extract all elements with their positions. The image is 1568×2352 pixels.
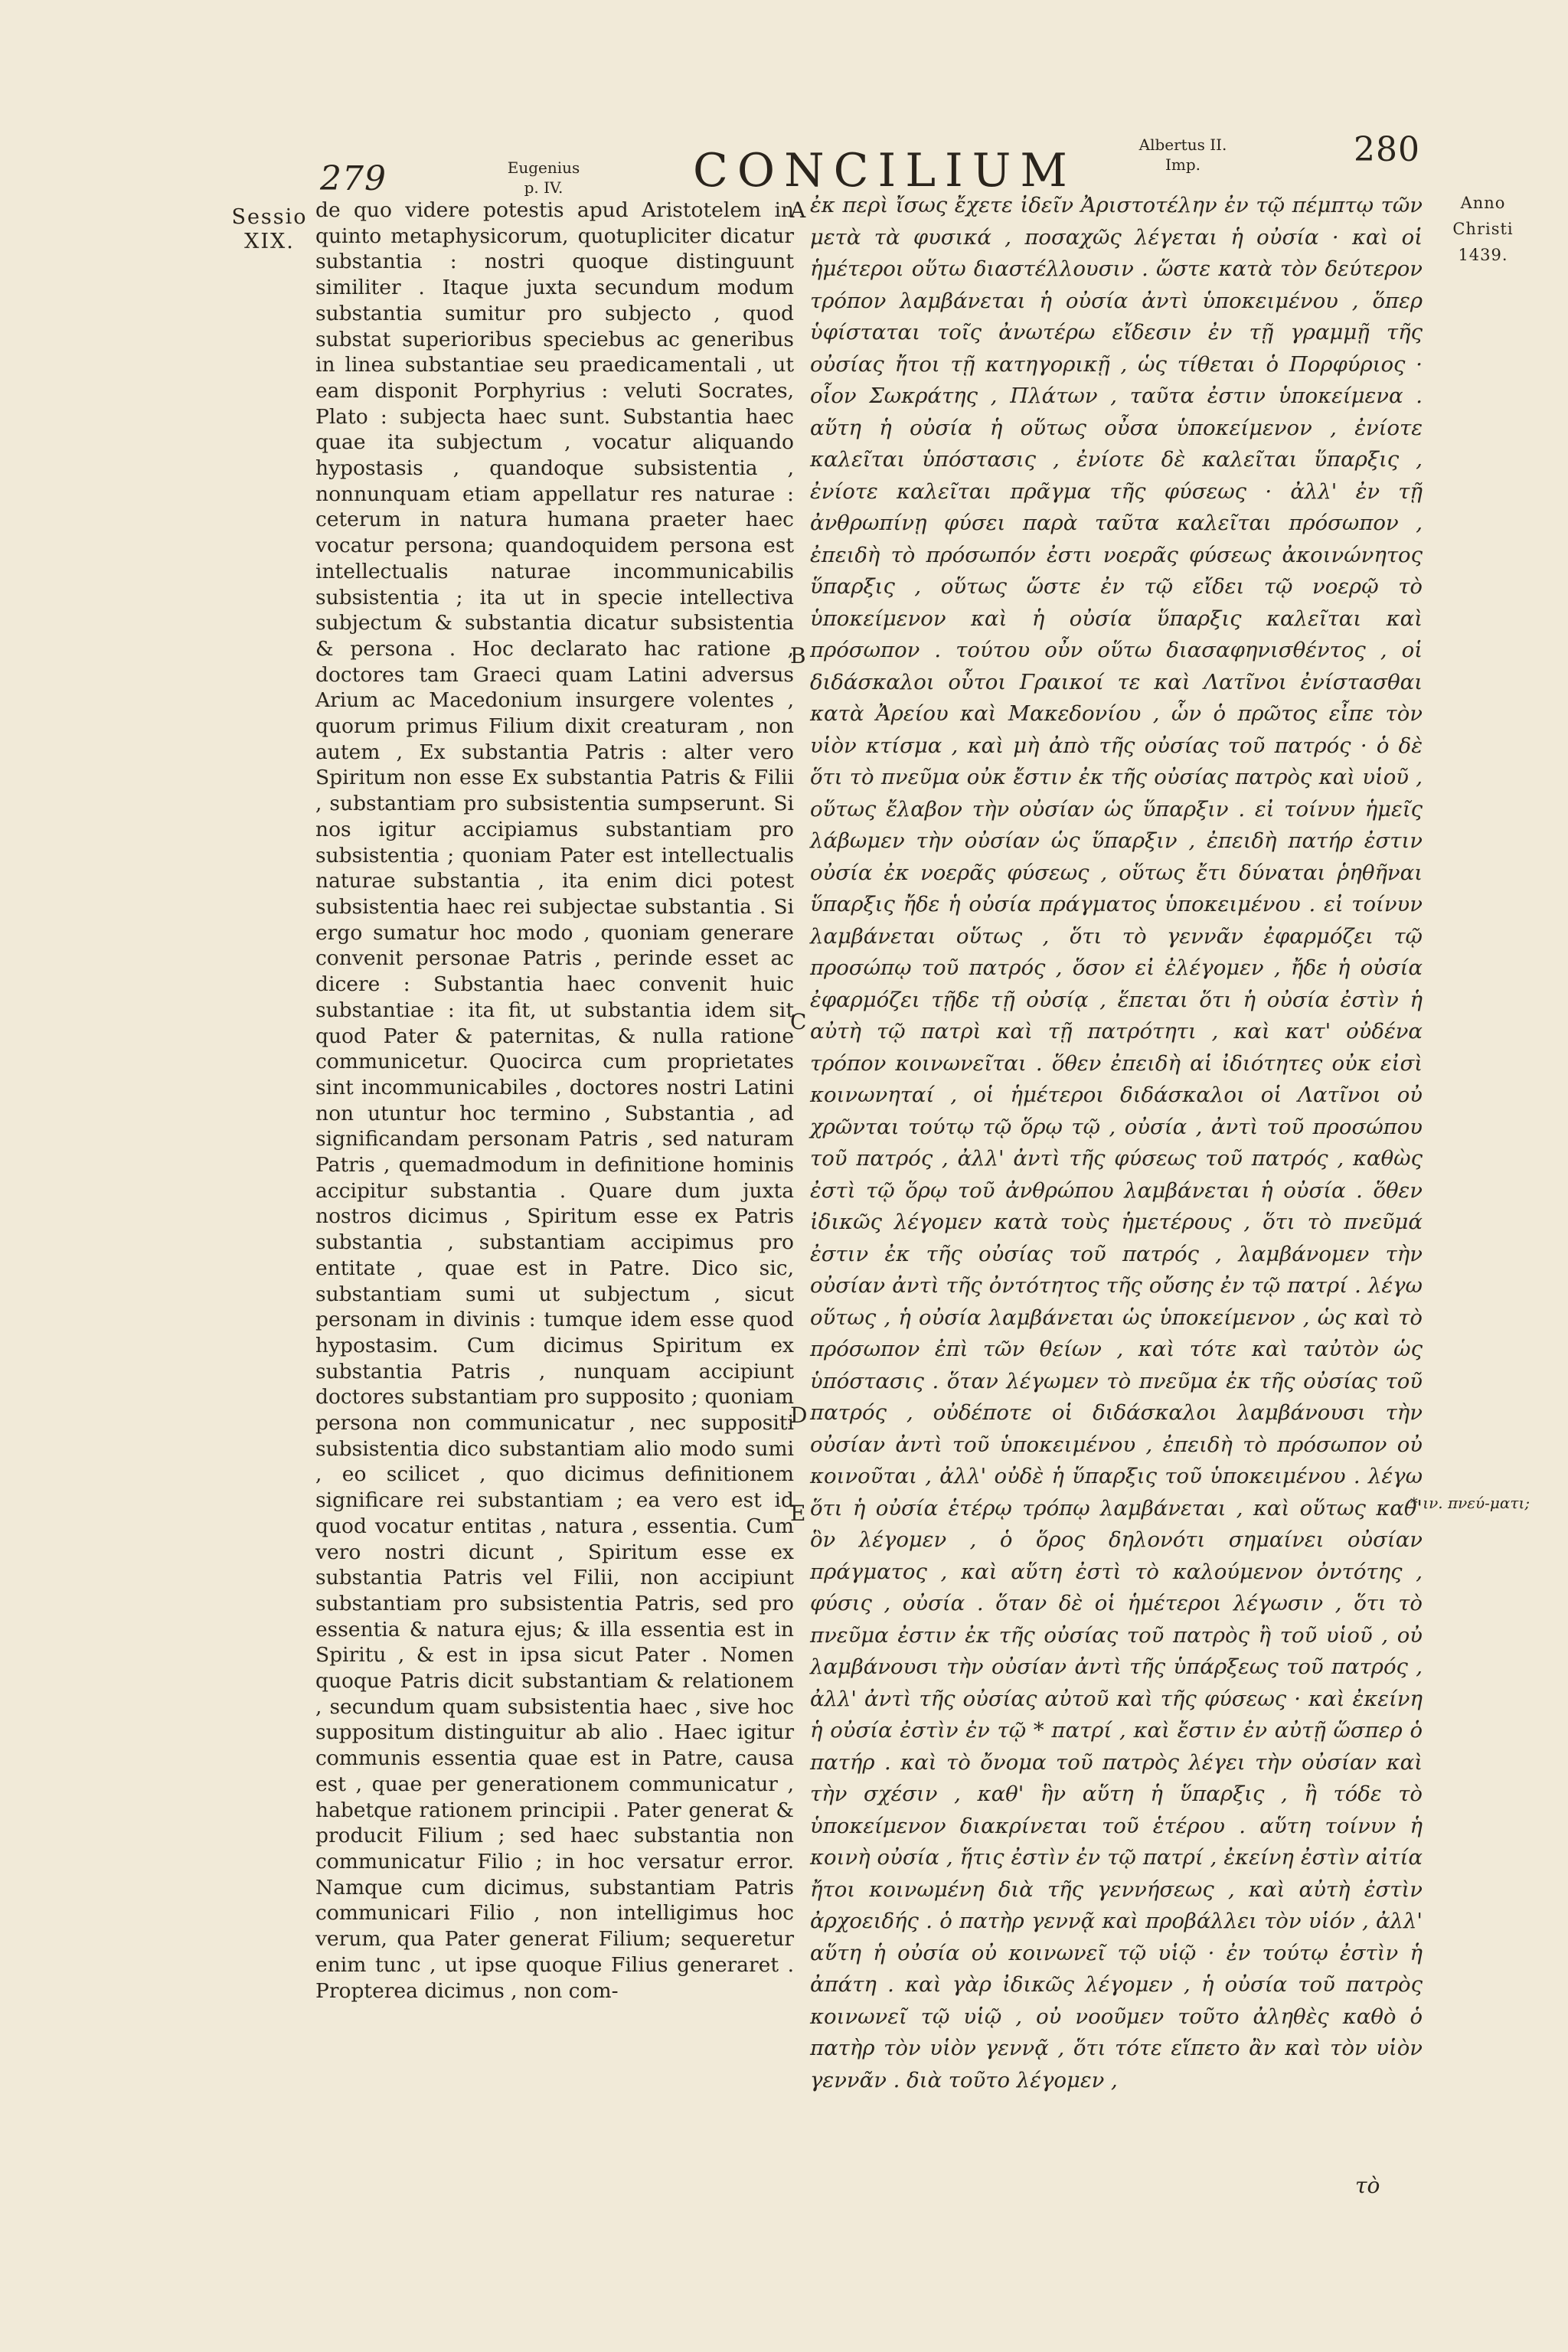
running-head-right-note — [1106, 135, 1259, 175]
variant-reading-note: * ιν. πνεύ-ματι; — [1410, 1494, 1530, 1512]
christi-label: Christi — [1452, 220, 1514, 238]
page-number-right: 280 — [1354, 130, 1420, 169]
section-letter-d: D — [790, 1403, 808, 1428]
section-letter-e: E — [790, 1501, 806, 1526]
catchword: τὸ — [1355, 2173, 1380, 2198]
running-head-left-note — [459, 158, 628, 198]
session-label: Sessio — [231, 205, 308, 229]
session-marker — [216, 205, 323, 254]
section-letter-b: B — [790, 643, 806, 668]
section-letter-a: A — [790, 198, 806, 223]
pope-label: p. IV. — [524, 178, 564, 197]
section-letter-c: C — [790, 1009, 807, 1034]
emperor-label: Imp. — [1165, 155, 1201, 174]
latin-text: de quo videre potestis apud Aristotelem in quinto metaphysicorum, quotupliciter dicatur substantia : nostri quoque distinguunt similiter . Itaque juxta secundum modum substantia sumitur pro subjecto , quod substat superioribus speciebus ac generibus in linea substantiae seu praedicamentali , ut eam disponit Porphyrius : veluti Socrates, Plato : subjecta haec sunt. Substantia haec quae ita subjectum , vocatur aliquando hypostasis , quandoque subsistentia , nonnunquam etiam appellatur res naturae : ceterum in natura humana praeter haec vocatur persona; quandoquidem persona est intellectualis naturae incommunicabilis subsistentia ; ita ut in specie intellectiva subjectum & substantia dicatur subsistentia & persona . Hoc declarato hac ratione , doctores tam Graeci quam Latini adversus Arium ac Macedonium insurgere volentes , quorum primus Filium dixit creaturam , non autem , Ex substantia Patris : alter vero Spiritum non esse Ex substantia Patris & Filii , substantiam pro subsistentia sumpserunt. Si nos igitur accipiamus substantiam pro subsistentia ; quoniam Pater est intellectualis naturae substantia , ita enim dici potest subsistentia haec rei subjectae substantia . Si ergo sumatur hoc modo , quoniam generare convenit personae Patris , perinde esset ac dicere : Substantia haec convenit huic substantiae : ita fit, ut substantia idem sit quod Pater & paternitas, & nulla ratione communicetur. Quocirca cum proprietates sint incommunicabiles , doctores nostri Latini non utuntur hoc termino , Substantia , ad significandam personam Patris , sed naturam Patris , quemadmodum in definitione hominis accipitur substantia . Quare dum juxta nostros dicimus , Spiritum esse ex Patris substantia , substantiam accipimus pro entitate , quae est in Patre. Dico sic, substantiam sumi ut subjectum , sicut personam in divinis : tumque idem esse quod hypostasim. Cum dicimus Spiritum ex substantia Patris , nunquam accipiunt doctores substantiam pro supposito ; quoniam persona non communicatur , nec suppositi subsistentia dico substantiam alio modo sumi , eo scilicet , quo dicimus definitionem significare rei substantiam ; ea vero est id quod vocatur entitas , natura , essentia. Cum vero nostri dicunt , Spiritum esse ex substantia Patris vel Filii, non accipiunt substantiam pro subsistentia Patris, sed pro essentia & natura ejus; & illa essentia est in Spiritu , & est in ipsa sicut Pater . Nomen quoque Patris dicit substantiam & relationem , secundum quam subsistentia haec , sive hoc suppositum distinguitur ab alio . Haec igitur communis essentia quae est in Patre, causa est , quae per generationem communicatur , habetque rationem principii . Pater generat & producit Filium ; sed haec substantia non communicatur Filio ; in hoc versatur error. Namque cum dicimus, substantiam Patris communicari Filio , non intelligimus hoc verum, qua Pater generat Filium; sequeretur enim tunc , ut ipse quoque Filius generaret . Propterea dicimus , non com- — [315, 198, 794, 2003]
pope-name: Eugenius — [507, 158, 580, 177]
greek-column — [810, 190, 1423, 2096]
page-number-left: 279 — [320, 159, 387, 198]
session-number: XIX. — [244, 230, 295, 253]
latin-column — [315, 198, 794, 2004]
greek-text: ἐκ περὶ ἴσως ἔχετε ἰδεῖν Ἀριστοτέλην ἐν τῷ πέμπτῳ τῶν μετὰ τὰ φυσικά , ποσαχῶς λέγεται ἡ οὐσία · καὶ οἱ ἡμέτεροι οὕτω διαστέλλουσιν . ὥστε κατὰ τὸν δεύτερον τρόπον λαμβάνεται ἡ οὐσία ἀντὶ ὑποκειμένου , ὅπερ ὑφίσταται τοῖς ἀνωτέρω εἴδεσιν ἐν τῇ γραμμῇ τῆς οὐσίας ἤτοι τῇ κατηγορικῇ , ὡς τίθεται ὁ Πορφύριος · οἷον Σωκράτης , Πλάτων , ταῦτα ἐστιν ὑποκείμενα . αὕτη ἡ οὐσία ἡ οὕτως οὖσα ὑποκείμενον , ἐνίοτε καλεῖται ὑπόστασις , ἐνίοτε δὲ καλεῖται ὕπαρξις , ἐνίοτε καλεῖται πρᾶγμα τῆς φύσεως · ἀλλ' ἐν τῇ ἀνθρωπίνῃ φύσει παρὰ ταῦτα καλεῖται πρόσωπον , ἐπειδὴ τὸ πρόσωπόν ἐστι νοερᾶς φύσεως ἀκοινώνητος ὕπαρξις , οὕτως ὥστε ἐν τῷ εἴδει τῷ νοερῷ τὸ ὑποκείμενον καὶ ἡ οὐσία ὕπαρξις καλεῖται καὶ πρόσωπον . τούτου οὖν οὕτω διασαφηνισθέντος , οἱ διδάσκαλοι οὗτοι Γραικοί τε καὶ Λατῖνοι ἐνίστασθαι κατὰ Ἀρείου καὶ Μακεδονίου , ὧν ὁ πρῶτος εἶπε τὸν υἱὸν κτίσμα , καὶ μὴ ἀπὸ τῆς οὐσίας τοῦ πατρός · ὁ δὲ ὅτι τὸ πνεῦμα οὐκ ἔστιν ἐκ τῆς οὐσίας πατρὸς καὶ υἱοῦ , οὕτως ἔλαβον τὴν οὐσίαν ὡς ὕπαρξιν . εἰ τοίνυν ἡμεῖς λάβωμεν τὴν οὐσίαν ὡς ὕπαρξιν , ἐπειδὴ πατήρ ἐστιν οὐσία ἐκ νοερᾶς φύσεως , οὕτως ἔτι δύναται ῥηθῆναι ὕπαρξις ἤδε ἡ οὐσία πράγματος ὑποκειμένου . εἰ τοίνυν λαμβάνεται οὕτως , ὅτι τὸ γεννᾶν ἐφαρμόζει τῷ προσώπῳ τοῦ πατρός , ὅσον εἰ ἐλέγομεν , ἤδε ἡ οὐσία ἐφαρμόζει τῇδε τῇ οὐσίᾳ , ἕπεται ὅτι ἡ οὐσία ἐστὶν ἡ αὐτὴ τῷ πατρὶ καὶ τῇ πατρότητι , καὶ κατ' οὐδένα τρόπον κοινωνεῖται . ὅθεν ἐπειδὴ αἱ ἰδιότητες οὐκ εἰσὶ κοινωνηταί , οἱ ἡμέτεροι διδάσκαλοι οἱ Λατῖνοι οὐ χρῶνται τούτῳ τῷ ὅρῳ τῷ , οὐσία , ἀντὶ τοῦ προσώπου τοῦ πατρός , ἀλλ' ἀντὶ τῆς φύσεως τοῦ πατρός , καθὼς ἐστὶ τῷ ὅρῳ τοῦ ἀνθρώπου λαμβάνεται ἡ οὐσία . ὅθεν ἰδικῶς λέγομεν κατὰ τοὺς ἡμετέρους , ὅτι τὸ πνεῦμά ἐστιν ἐκ τῆς οὐσίας τοῦ πατρός , λαμβάνομεν τὴν οὐσίαν ἀντὶ τῆς ὀντότητος τῆς οὔσης ἐν τῷ πατρί . λέγω οὕτως , ἡ οὐσία λαμβάνεται ὡς ὑποκείμενον , ὡς καὶ τὸ πρόσωπον ἐπὶ τῶν θείων , καὶ τότε καὶ ταὐτὸν ὡς ὑπόστασις . ὅταν λέγωμεν τὸ πνεῦμα ἐκ τῆς οὐσίας τοῦ πατρός , οὐδέποτε οἱ διδάσκαλοι λαμβάνουσι τὴν οὐσίαν ἀντὶ τοῦ ὑποκειμένου , ἐπειδὴ τὸ πρόσωπον οὐ κοινοῦται , ἀλλ' οὐδὲ ἡ ὕπαρξις τοῦ ὑποκειμένου . λέγω ὅτι ἡ οὐσία ἑτέρῳ τρόπῳ λαμβάνεται , καὶ οὕτως καθ' ὃν λέγομεν , ὁ ὅρος δηλονότι σημαίνει οὐσίαν πράγματος , καὶ αὕτη ἐστὶ τὸ καλούμενον ὀντότης , φύσις , οὐσία . ὅταν δὲ οἱ ἡμέτεροι λέγωσιν , ὅτι τὸ πνεῦμα ἐστιν ἐκ τῆς οὐσίας τοῦ πατρὸς ἢ τοῦ υἱοῦ , οὐ λαμβάνουσι τὴν οὐσίαν ἀντὶ τῆς ὑπάρξεως τοῦ πατρός , ἀλλ' ἀντὶ τῆς οὐσίας αὐτοῦ καὶ τῆς φύσεως · καὶ ἐκείνη ἡ οὐσία ἐστὶν ἐν τῷ * πατρί , καὶ ἔστιν ἐν αὐτῇ ὥσπερ ὁ πατήρ . καὶ τὸ ὄνομα τοῦ πατρὸς λέγει τὴν οὐσίαν καὶ τὴν σχέσιν , καθ' ἣν αὕτη ἡ ὕπαρξις , ἢ τόδε τὸ ὑποκείμενον διακρίνεται τοῦ ἑτέρου . αὕτη τοίνυν ἡ κοινὴ οὐσία , ἥτις ἐστὶν ἐν τῷ πατρί , ἐκείνη ἐστὶν αἰτία ἤτοι κοινωμένη διὰ τῆς γεννήσεως , καὶ αὐτὴ ἐστὶν ἀρχοειδής . ὁ πατὴρ γεννᾷ καὶ προβάλλει τὸν υἱόν , ἀλλ' αὕτη ἡ οὐσία οὐ κοινωνεῖ τῷ υἱῷ · ἐν τούτῳ ἐστὶν ἡ ἀπάτη . καὶ γὰρ ἰδικῶς λέγομεν , ἡ οὐσία τοῦ πατρὸς κοινωνεῖ τῷ υἱῷ , οὐ νοοῦμεν τοῦτο ἀληθὲς καθὸ ὁ πατὴρ τὸν υἱὸν γεννᾷ , ὅτι τότε εἵπετο ἂν καὶ τὸν υἱὸν γεννᾶν . διὰ τοῦτο λέγομεν , — [810, 193, 1423, 2092]
emperor-name: Albertus II. — [1138, 136, 1227, 154]
running-title: CONCILIUM — [693, 144, 1076, 198]
year-value: 1439. — [1458, 246, 1508, 264]
anno-label: Anno — [1460, 194, 1506, 212]
year-marker — [1426, 190, 1540, 268]
